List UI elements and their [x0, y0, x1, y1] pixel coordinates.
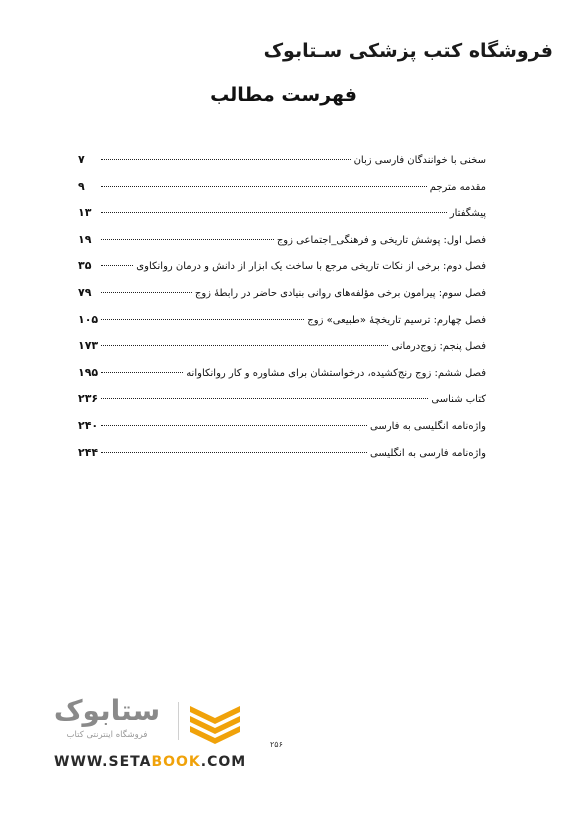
toc-dot-leader: [101, 186, 427, 187]
toc-entry: [78, 389, 486, 416]
toc-entry-page: ۱۰۵: [78, 312, 99, 326]
toc-dot-leader: [101, 425, 367, 426]
toc-entry-page: ۲۴۰: [78, 418, 99, 432]
toc-entry: [78, 256, 486, 283]
url-prefix: WWW.SETA: [54, 754, 152, 770]
toc-dot-leader: [101, 159, 351, 160]
toc-entry: [78, 416, 486, 443]
toc-entry-title: فصل دوم: برخی از نکات تاریخی مرجع با ساخت یک ابزار از دانش و درمان روانکاوی: [136, 261, 486, 273]
toc-entry-page: ۲۳۶: [78, 392, 99, 406]
store-title: فروشگاه کتب پزشکی سـتابوک: [263, 40, 553, 62]
toc-entry-title: فصل اول: پوشش تاریخی و فرهنگی_اجتماعی زوج: [276, 234, 486, 246]
toc-entry: [78, 363, 486, 390]
toc-entry-title: فصل پنجم: زوج‌درمانی: [391, 341, 486, 353]
toc-entry-page: ۹: [78, 179, 85, 193]
logo-divider: [178, 702, 179, 740]
toc-dot-leader: [101, 319, 304, 320]
page-number: ۲۵۶: [270, 740, 283, 749]
toc-entry-page: ۲۴۴: [78, 445, 99, 459]
toc-entry: [78, 336, 486, 363]
setabook-logo: [44, 696, 244, 748]
toc-dot-leader: [101, 265, 133, 266]
toc-entry-title: فصل چهارم: ترسیم تاریخچهٔ «طبیعی» زوج: [307, 314, 486, 326]
toc-dot-leader: [101, 239, 274, 240]
toc-dot-leader: [101, 292, 192, 293]
toc-entry-title: مقدمه مترجم: [429, 181, 486, 193]
toc-entry-title: پیشگفتار: [449, 208, 486, 220]
logo-text: ستابوک: [53, 694, 161, 727]
website-url[interactable]: [54, 754, 246, 770]
toc-entry-title: واژه‌نامه فارسی به انگلیسی: [370, 447, 486, 459]
toc-entry: [78, 443, 486, 470]
toc-entry-page: ۱۹: [78, 232, 92, 246]
toc-entry: [78, 177, 486, 204]
url-suffix: .COM: [200, 754, 247, 770]
url-accent: BOOK: [151, 754, 201, 770]
toc-entry-title: واژه‌نامه انگلیسی به فارسی: [370, 420, 486, 432]
toc-dot-leader: [101, 372, 183, 373]
toc-entry-title: کتاب شناسی: [431, 394, 486, 406]
toc-entry-page: ۷: [78, 153, 85, 166]
logo-subtitle: فروشگاه اینترنتی کتاب: [66, 730, 148, 740]
toc-entry-page: ۱۹۵: [78, 365, 99, 379]
book-stack-icon: [186, 700, 244, 744]
toc-entry-page: ۱۷۳: [78, 339, 99, 353]
table-of-contents: [78, 150, 486, 469]
logo-wordmark: [44, 696, 170, 748]
toc-dot-leader: [101, 452, 367, 453]
toc-dot-leader: [101, 398, 428, 399]
toc-entry-title: فصل ششم: زوج رنج‌کشیده، درخواستشان برای مشاوره و کار روانکاوانه: [186, 367, 486, 379]
toc-entry-page: ۱۳: [78, 206, 92, 220]
toc-entry-title: فصل سوم: پیرامون برخی مؤلفه‌های روانی بنیادی حاضر در رابطهٔ زوج: [194, 287, 486, 299]
toc-dot-leader: [101, 345, 388, 346]
toc-title: فهرست مطالب: [210, 84, 357, 106]
toc-entry: [78, 150, 486, 177]
toc-entry-page: ۷۹: [78, 285, 92, 299]
toc-entry-page: ۳۵: [78, 259, 92, 273]
toc-entry: [78, 230, 486, 257]
toc-dot-leader: [101, 212, 447, 213]
toc-entry-title: سخنی با خوانندگان فارسی زبان: [353, 155, 486, 166]
toc-entry: [78, 283, 486, 310]
toc-entry: [78, 203, 486, 230]
toc-entry: [78, 310, 486, 337]
